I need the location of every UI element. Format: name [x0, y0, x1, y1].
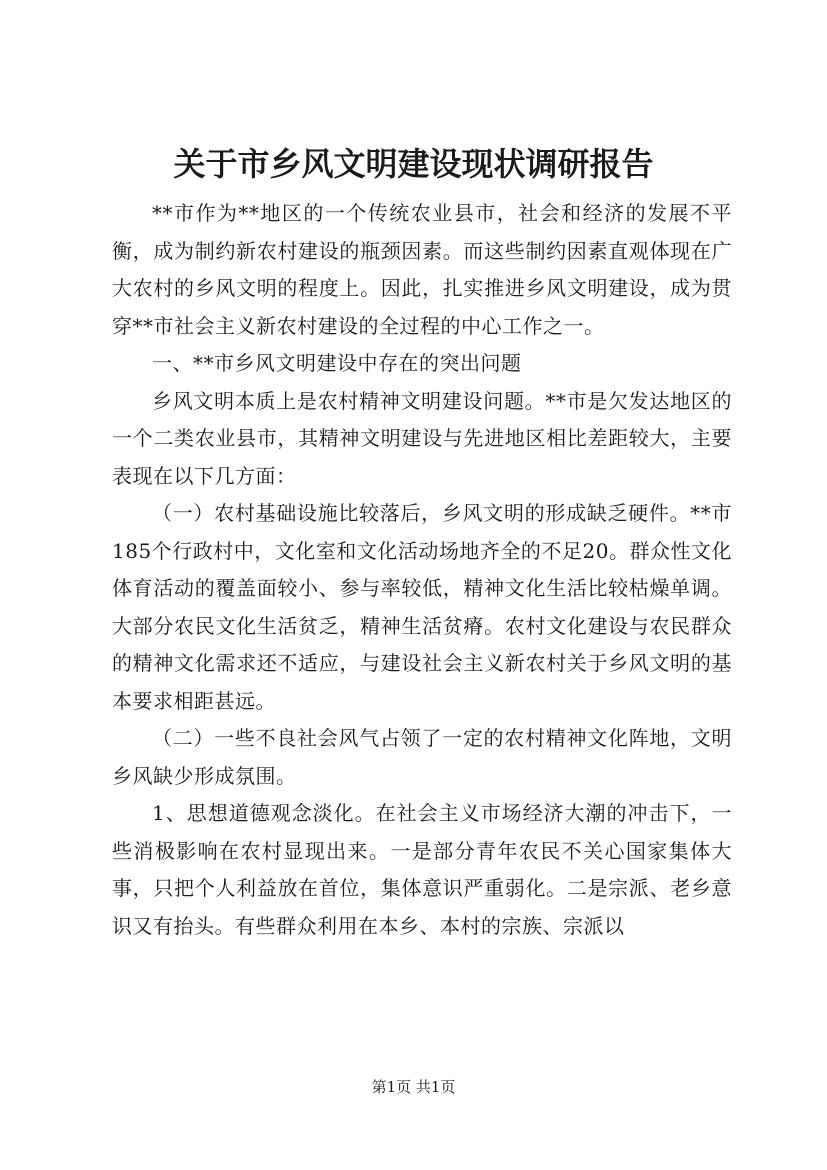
paragraph-point-2: （二）一些不良社会风气占领了一定的农村精神文化阵地，文明乡风缺少形成氛围。: [112, 726, 732, 788]
paragraph-subpoint-1: 1、思想道德观念淡化。在社会主义市场经济大潮的冲击下，一些消极影响在农村显现出来。一是部分青年农民不关心国家集体大事，只把个人利益放在首位，集体意识严重弱化。二是宗派、老乡意识又有抬头。有些群众利用在本乡、本村的宗族、宗派以: [112, 801, 732, 938]
paragraph-intro: **市作为**地区的一个传统农业县市，社会和经济的发展不平衡，成为制约新农村建设的瓶颈因素。而这些制约因素直观体现在广大农村的乡风文明的程度上。因此，扎实推进乡风文明建设，成为贯穿**市社会主义新农村建设的全过程的中心工作之一。: [112, 201, 732, 338]
document-title: 关于市乡风文明建设现状调研报告: [173, 145, 654, 183]
paragraph-point-1: （一）农村基础设施比较落后，乡风文明的形成缺乏硬件。**市185个行政村中，文化室和文化活动场地齐全的不足20。群众性文化体育活动的覆盖面较小、参与率较低，精神文化生活比较枯燥单调。大部分农民文化生活贫乏，精神生活贫瘠。农村文化建设与农民群众的精神文化需求还不适应，与建设社会主义新农村关于乡风文明的基本要求相距甚远。: [112, 501, 732, 713]
document-body: [112, 195, 732, 945]
section-heading-1: 一、**市乡风文明建设中存在的突出问题: [152, 351, 522, 375]
paragraph-overview: 乡风文明本质上是农村精神文明建设问题。**市是欠发达地区的一个二类农业县市，其精神文明建设与先进地区相比差距较大，主要表现在以下几方面：: [112, 388, 732, 488]
page-footer: 第1页 共1页: [371, 1078, 456, 1096]
